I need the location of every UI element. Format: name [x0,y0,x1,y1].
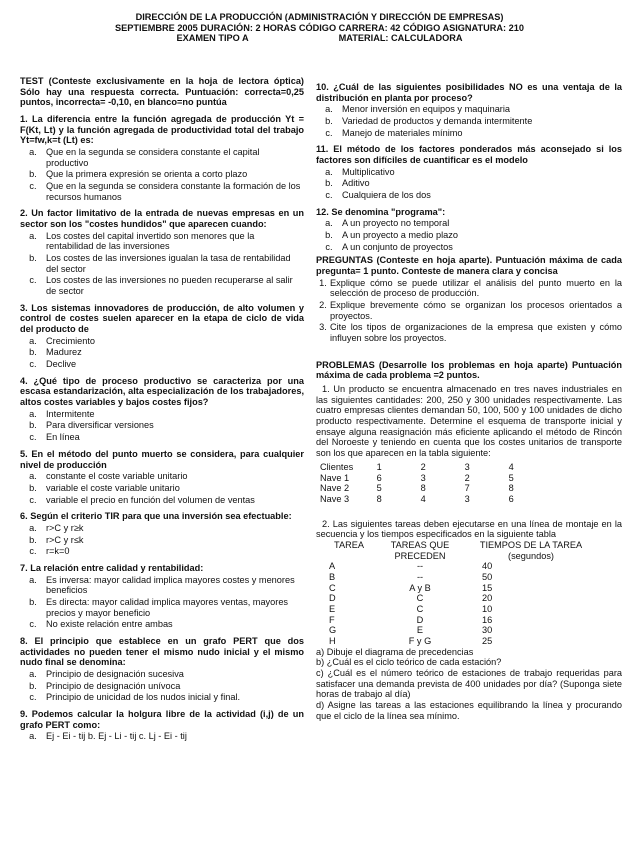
option-letter: b. [325,178,333,189]
option-letter: c. [325,190,333,201]
task-cell: 10 [482,603,493,614]
option-text: Los costes del capital invertido son menores que la rentabilidad de las inversiones [46,230,255,252]
question-text: 4. ¿Qué tipo de proceso productivo se caracteriza por una escasa estandarización, alta especialización de los trabajadores, altos costes variables y bajos costes fijos? [20,375,304,408]
task-header-cell: TIEMPOS DE LA TAREA (segundos) [479,539,583,561]
option-text: variable el coste variable unitario [46,482,180,493]
pregunta-number: 3. [319,322,327,333]
option-letter: a. [325,166,333,177]
header-title: DIRECCIÓN DE LA PRODUCCIÓN (ADMINISTRACIÓN Y DIRECCIÓN DE EMPRESAS) [135,12,504,22]
answer-option [316,116,622,127]
option-text: Principio de designación unívoca [46,680,181,691]
option-letter: c. [29,494,37,505]
preguntas-intro: PREGUNTAS (Conteste en hoja aparte). Puntuación máxima de cada pregunta= 1 punto. Conteste de manera clara y concisa [316,255,622,277]
pregunta-text: Cite los tipos de organizaciones de la empresa que existen y cómo influyen sobre los proyectos. [330,322,622,344]
task-row [326,593,594,604]
option-letter: a. [29,574,37,585]
answer-option [20,169,304,180]
task-row [326,636,594,647]
question-text: 2. Un factor limitativo de la entrada de nuevas empresas en un sector son los "costes hundidos" que aparecen cuando: [20,208,304,230]
option-letter: a. [29,668,37,679]
option-text: Para diversificar versiones [46,420,154,431]
transport-cell: Nave 3 [320,493,350,504]
task-row [326,615,594,626]
task-header-cell: TAREA [334,539,364,550]
subquestion: c) ¿Cuál es el número teórico de estaciones de trabajo requeridas para satisfacer una demanda prevista de 400 unidades por día? (Suponga siete horas de trabajo al día) [316,667,622,700]
question-text: 10. ¿Cuál de las siguientes posibilidades NO es una ventaja de la distribución en planta por proceso? [316,82,622,103]
task-row [326,572,594,583]
option-list [316,167,622,201]
task-cell: 40 [482,561,493,572]
answer-option [316,190,622,201]
option-letter: b. [325,116,333,127]
task-row [326,583,594,594]
transport-cost-table [316,462,533,505]
answer-option [20,359,304,370]
answer-option [20,253,304,274]
transport-cell: 7 [464,483,470,494]
right-column [316,76,622,721]
pregunta-item [316,300,622,321]
transport-row [316,473,533,484]
transport-cell: 6 [508,493,514,504]
task-cell: H [329,635,336,646]
transport-row [316,494,533,505]
answer-option [20,669,304,680]
task-cell: 50 [482,571,493,582]
option-letter: b. [29,420,37,431]
option-letter: c. [325,127,333,138]
pregunta-number: 1. [319,277,327,288]
exam-type: EXAMEN TIPO A [176,33,249,44]
question-text: 7. La relación entre calidad y rentabilidad: [20,562,204,573]
answer-option [20,181,304,202]
option-list [20,231,304,297]
answer-option [20,495,304,506]
option-text: Menor inversión en equipos y maquinaria [342,104,511,115]
subquestion: d) Asigne las tareas a las estaciones equilibrando la línea y procurando que el ciclo de la línea sea mínimo. [316,699,622,721]
option-letter: a. [29,731,37,742]
option-list [20,575,304,630]
option-text: Los costes de las inversiones no pueden recuperarse al salir de sector [46,275,293,297]
option-letter: c. [29,275,37,286]
answer-option [20,231,304,252]
answer-option [20,597,304,618]
option-letter: a. [325,104,333,115]
test-intro: TEST (Conteste exclusivamente en la hoja de lectora óptica) Sólo hay una respuesta correcta. Puntuación: correcta=0,25 puntos, incorrecta= -0,10, en blanco=no puntúa [20,76,304,108]
option-letter: c. [29,692,37,703]
option-list [20,336,304,370]
transport-cell: 8 [508,483,514,494]
task-cell: C [329,582,336,593]
option-text: En línea [46,432,80,443]
answer-option [20,535,304,546]
option-letter: b. [29,534,37,545]
option-text: Multiplicativo [342,166,395,177]
transport-header-cell: 4 [508,461,514,472]
task-cell: E [416,625,424,636]
answer-option [316,128,622,139]
answer-option [20,575,304,596]
task-cell: F [329,614,335,625]
transport-table-body [316,473,533,505]
option-text: Aditivo [342,178,370,189]
question-list-right [316,82,622,252]
task-cell: D [329,593,336,604]
transport-cell: 3 [420,472,426,483]
task-header-cell: TAREAS QUE PRECEDEN [390,539,450,561]
question-text: 9. Podemos calcular la holgura libre de la actividad (i,j) de un grafo PERT como: [20,708,304,730]
option-letter: a. [29,408,37,419]
pregunta-item [316,322,622,343]
option-text: A un proyecto no temporal [342,218,450,229]
header-row [0,33,639,44]
option-letter: a. [29,147,37,158]
transport-cell: 6 [376,472,382,483]
task-cell: 25 [482,635,493,646]
option-text: Principio de unicidad de los nudos inicial y final. [46,692,241,703]
answer-option [316,230,622,241]
transport-cell: 3 [464,493,470,504]
option-list [20,471,304,505]
option-text: r>C y r≤k [46,534,84,545]
option-letter: b. [29,482,37,493]
answer-option [20,471,304,482]
task-cell: G [329,625,337,636]
answer-option [20,347,304,358]
task-cell: D [416,614,424,625]
transport-table-header [316,462,533,473]
answer-option [316,167,622,178]
answer-option [316,242,622,253]
task-row [326,561,594,572]
option-letter: c. [29,432,37,443]
exam-header [0,0,639,44]
task-cell: 20 [482,593,493,604]
option-text: r>C y r≥k [46,522,84,533]
option-text: Declive [46,359,77,370]
option-text: Intermitente [46,408,95,419]
question-text: 5. En el método del punto muerto se considera, para cualquier nivel de producción [20,448,304,470]
problem-2-subquestions [316,647,622,722]
answer-option [20,619,304,630]
option-letter: b. [29,680,37,691]
question-text: 12. Se denomina "programa": [316,206,446,217]
task-cell: 16 [482,614,493,625]
option-text: Es directa: mayor calidad implica mayores ventas, mayores precios y mayor beneficio [46,596,289,618]
problemas-intro: PROBLEMAS (Desarrolle los problemas en hoja aparte) Puntuación máxima de cada problema =2 puntos. [316,359,622,381]
option-list [316,104,622,138]
task-cell: C [416,603,424,614]
question-text: 6. Según el criterio TIR para que una inversión sea efectuable: [20,511,292,522]
answer-option [20,275,304,296]
pregunta-item [316,278,622,299]
task-cell: 30 [482,625,493,636]
task-cell: -- [416,571,424,582]
transport-cell: 8 [376,493,382,504]
task-row [326,625,594,636]
task-cell: A [329,561,336,572]
answer-option [316,218,622,229]
task-cell: 15 [482,582,493,593]
answer-option [20,336,304,347]
option-text: Crecimiento [46,335,96,346]
exam-material: MATERIAL: CALCULADORA [338,33,463,44]
task-cell: A y B [409,582,431,593]
question-text: 1. La diferencia entre la función agregada de producción Yt = F(Kt, Lt) y la función agregada de productividad total del trabajo Yt=fw,k=t (Lt) es: [20,114,304,146]
answer-option [316,104,622,115]
option-text: Ej - Ei - tij b. Ej - Li - tij c. Lj - Ei - tij [46,731,187,742]
problem-1-text: 1. Un producto se encuentra almacenado en tres naves industriales en las siguientes cantidades: 200, 250 y 300 unidades respectivamente. Las cuatro empresas clientes demandan 50, 100, 500 y 100 unidades de dicho producto respectivamente. Determine el esquema de transporte inicial y ensaye alguna reasignación más eficiente aplicando el método de Rincón del Noroeste y teniendo en cuenta que los costes unitarios de transporte son los que aparecen en la tabla siguiente: [316,384,622,459]
problem-2-text: 2. Las siguientes tareas deben ejecutarse en una línea de montaje en la secuencia y los tiempos especificados en la siguiente tabla [316,518,622,540]
option-text: Principio de designación sucesiva [46,668,184,679]
task-table [326,540,594,647]
option-list [20,409,304,443]
answer-option [20,692,304,703]
answer-option [20,546,304,557]
answer-option [20,681,304,692]
option-text: No existe relación entre ambas [46,619,173,630]
task-cell: C [416,593,424,604]
answer-option [20,731,304,742]
option-text: A un proyecto a medio plazo [342,230,458,241]
pregunta-number: 2. [319,300,327,311]
option-letter: c. [29,546,37,557]
transport-cell: 8 [420,483,426,494]
option-text: Que la primera expresión se orienta a corto plazo [46,169,248,180]
option-letter: b. [29,169,37,180]
task-table-header [326,540,594,561]
option-list [316,218,622,252]
answer-option [20,432,304,443]
option-text: Que en la segunda se considera constante la formación de los recursos humanos [46,181,301,202]
transport-header-cell: 1 [376,461,382,472]
option-letter: b. [29,253,37,264]
question-text: 11. El método de los factores ponderados más aconsejado si los factores son difíciles de cuantificar es el modelo [316,144,622,166]
option-letter: a. [29,335,37,346]
question-text: 3. Los sistemas innovadores de producción, de alto volumen y control de costes suelen aparecer en la etapa de ciclo de vida del producto de [20,302,304,335]
pregunta-text: Explique cómo se puede utilizar el análisis del punto muerto en la selección de proceso de producción. [330,277,622,299]
header-details: SEPTIEMBRE 2005 DURACIÓN: 2 HORAS CÓDIGO CARRERA: 42 CÓDIGO ASIGNATURA: 210 [115,22,524,33]
option-letter: c. [29,359,37,370]
option-text: Es inversa: mayor calidad implica mayores costes y menores beneficios [46,574,295,596]
answer-option [20,483,304,494]
option-list [20,731,304,742]
option-text: Manejo de materiales mínimo [342,127,463,138]
question-text: 8. El principio que establece en un grafo PERT que dos actividades no pueden tener el mismo nudo inicial y el mismo nudo final se denomina: [20,635,304,668]
answer-option [20,409,304,420]
question-list-left [20,114,304,742]
option-text: constante el coste variable unitario [46,471,188,482]
task-cell: -- [416,561,424,572]
option-list [20,147,304,202]
option-letter: c. [325,241,333,252]
option-letter: a. [325,218,333,229]
option-letter: c. [29,181,37,192]
left-column [20,76,304,743]
transport-cell: 5 [376,483,382,494]
option-text: r=k=0 [46,546,70,557]
answer-option [20,523,304,534]
task-cell: F y G [408,635,432,646]
option-text: variable el precio en función del volumen de ventas [46,494,255,505]
option-text: Madurez [46,347,82,358]
task-cell: B [329,571,336,582]
option-text: Cualquiera de los dos [342,190,431,201]
answer-option [20,420,304,431]
transport-header-cell: Clientes [320,461,354,472]
option-letter: b. [29,596,37,607]
transport-header-cell: 2 [420,461,426,472]
option-letter: a. [29,522,37,533]
answer-option [20,147,304,168]
option-letter: a. [29,230,37,241]
option-letter: a. [29,471,37,482]
pregunta-text: Explique brevemente cómo se organizan los procesos orientados a proyectos. [330,300,622,321]
transport-cell: Nave 2 [320,483,350,494]
option-list [20,669,304,703]
option-letter: b. [29,347,37,358]
transport-header-cell: 3 [464,461,470,472]
task-table-body [326,561,594,646]
option-letter: b. [325,230,333,241]
transport-row [316,483,533,494]
subquestion: a) Dibuje el diagrama de precedencias [316,646,474,657]
transport-cell: 5 [508,472,514,483]
option-text: Que en la segunda se considera constante el capital productivo [46,147,260,168]
transport-cell: 4 [420,493,426,504]
task-row [326,604,594,615]
transport-cell: Nave 1 [320,472,350,483]
answer-option [316,178,622,189]
transport-cell: 2 [464,472,470,483]
option-text: A un conjunto de proyectos [342,241,453,252]
option-list [20,523,304,557]
preguntas-list [316,278,622,344]
task-cell: E [329,603,336,614]
option-text: Los costes de las inversiones igualan la tasa de rentabilidad del sector [46,253,291,274]
subquestion: b) ¿Cuál es el ciclo teórico de cada estación? [316,657,502,668]
option-text: Variedad de productos y demanda intermitente [342,116,533,127]
option-letter: c. [29,619,37,630]
